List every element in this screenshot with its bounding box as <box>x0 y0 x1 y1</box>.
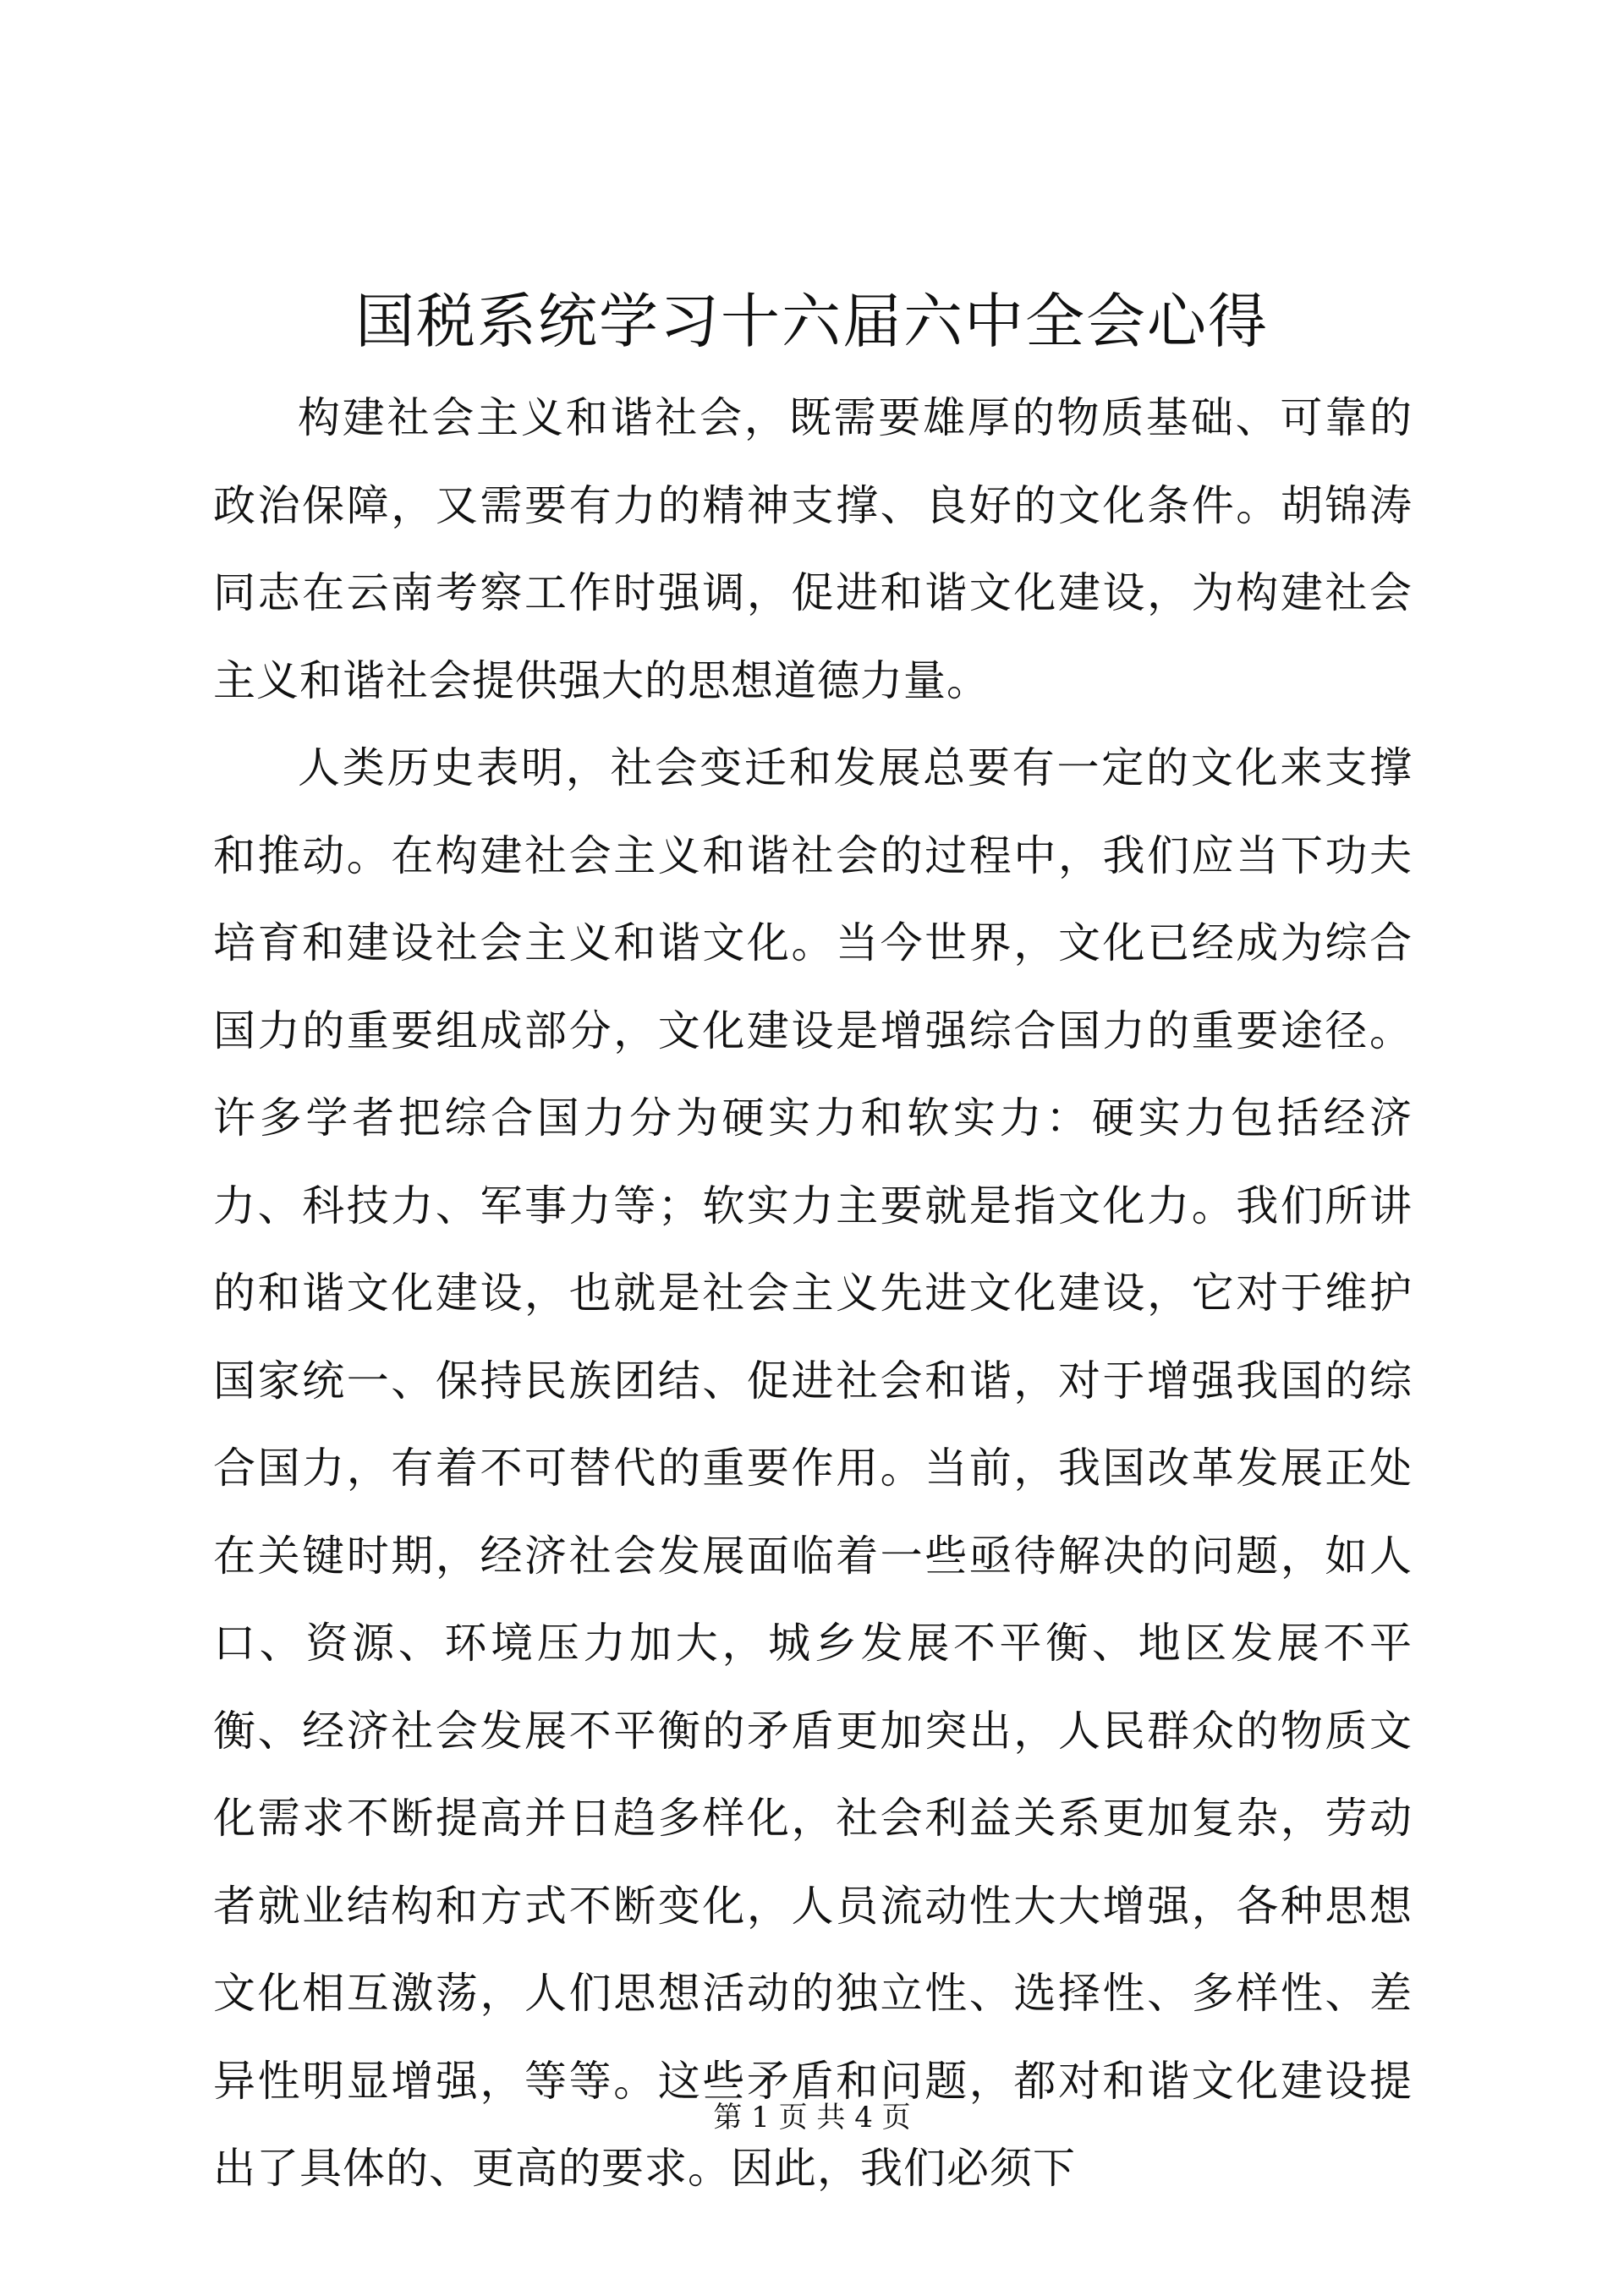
document-body <box>213 375 1413 2213</box>
page-footer: 第 1 页 共 4 页 <box>713 2101 911 2134</box>
document-title: 国税系统学习十六届六中全会心得 <box>355 287 1269 356</box>
paragraph-2: 人类历史表明，社会变迁和发展总要有一定的文化来支撑和推动。在构建社会主义和谐社会的过程中，我们应当下功夫培育和建设社会主义和谐文化。当今世界，文化已经成为综合国力的重要组成部分，文化建设是增强综合国力的重要途径。许多学者把综合国力分为硬实力和软实力：硬实力包括经济力、科技力、军事力等；软实力主要就是指文化力。我们所讲的和谐文化建设，也就是社会主义先进文化建设，它对于维护国家统一、保持民族团结、促进社会和谐，对于增强我国的综合国力，有着不可替代的重要作用。当前，我国改革发展正处在关键时期，经济社会发展面临着一些亟待解决的问题，如人口、资源、环境压力加大，城乡发展不平衡、地区发展不平衡、经济社会发展不平衡的矛盾更加突出，人民群众的物质文化需求不断提高并日趋多样化，社会利益关系更加复杂，劳动者就业结构和方式不断变化，人员流动性大大增强，各种思想文化相互激荡，人们思想活动的独立性、选择性、多样性、差异性明显增强，等等。这些矛盾和问题，都对和谐文化建设提出了具体的、更高的要求。因此，我们必须下 <box>213 743 1413 2193</box>
paragraph-1: 构建社会主义和谐社会，既需要雄厚的物质基础、可靠的政治保障，又需要有力的精神支撑、良好的文化条件。胡锦涛同志在云南考察工作时强调，促进和谐文化建设，为构建社会主义和谐社会提供强大的思想道德力量。 <box>213 393 1413 705</box>
